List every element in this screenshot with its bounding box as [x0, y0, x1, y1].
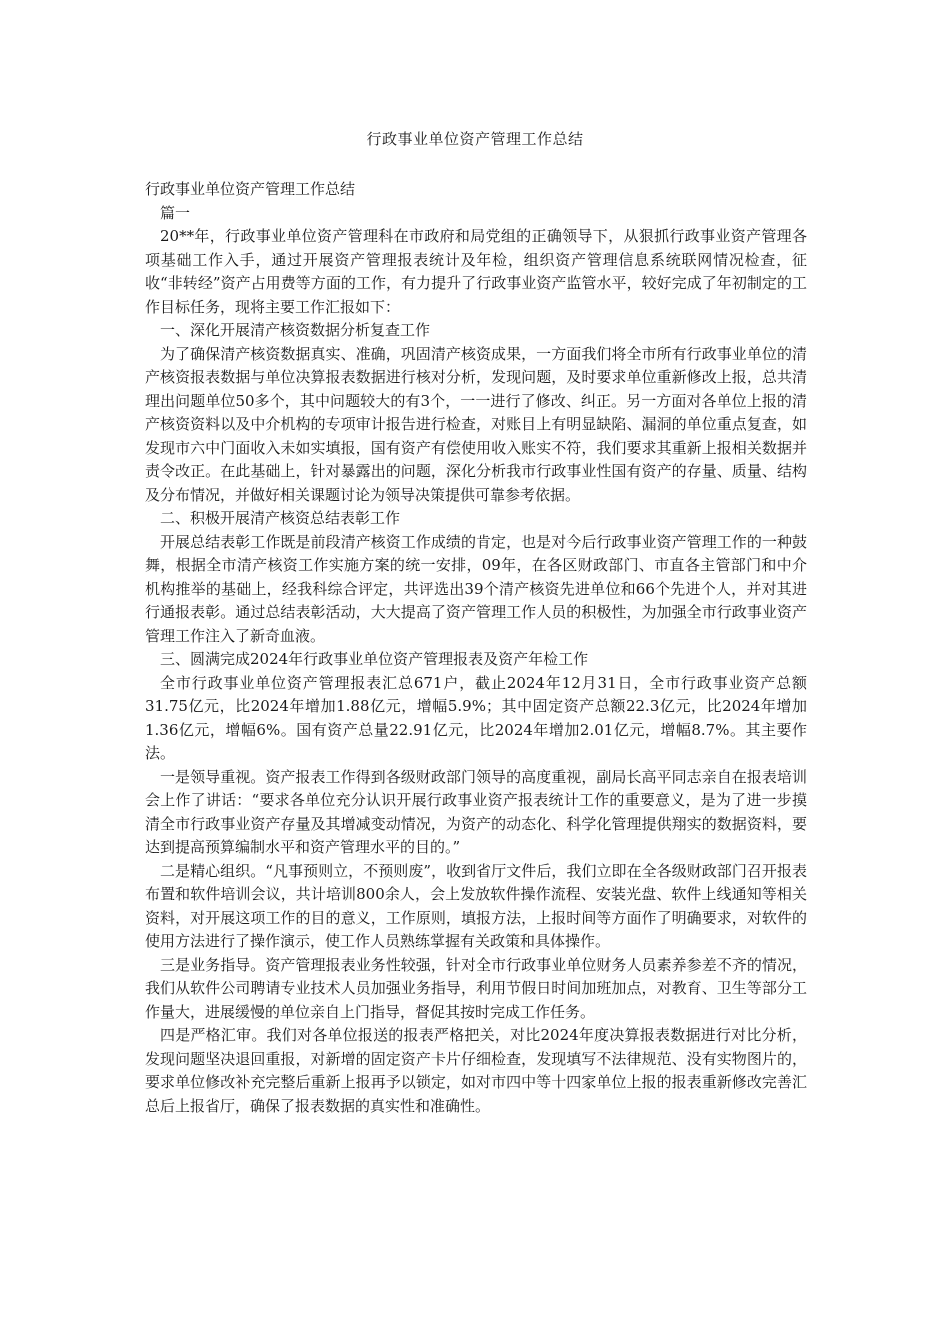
part-label: 篇一 [160, 203, 191, 222]
paragraph-intro: 20**年，行政事业单位资产管理科在市政府和局党组的正确领导下，从狠抓行政事业资产管理各项基础工作入手，通过开展资产管理报表统计及年检，组织资产管理信息系统联网情况检查，征收“非转经”资产占用费等方面的工作，有力提升了行政事业资产监管水平，较好完成了年初制定的工作目标任务，现将主要工作汇报如下： [145, 227, 807, 316]
section-heading-1: 一、深化开展清产核资数据分析复查工作 [160, 321, 431, 339]
paragraph-method-2: 二是精心组织。“凡事预则立，不预则废”，收到省厅文件后，我们立即在全各级财政部门召开报表布置和软件培训会议，共计培训800余人，会上发放软件操作流程、安装光盘、软件上线通知等相关资料，对开展这项工作的目的意义，工作原则，填报方法，上报时间等方面作了明确要求，对软件的使用方法进行了操作演示，使工作人员熟练掌握有关政策和具体操作。 [145, 861, 807, 950]
paragraph-section-3-summary: 全市行政事业单位资产管理报表汇总671户，截止2024年12月31日，全市行政事业资产总额31.75亿元，比2024年增加1.88亿元，增幅5.9%；其中固定资产总额22.3亿元，比2024年增加1.36亿元，增幅6%。国有资产总量22.91亿元，比2024年增加2.01亿元，增幅8.7%。其主要作法。 [145, 673, 807, 762]
section-heading-3: 三、圆满完成2024年行政事业单位资产管理报表及资产年检工作 [160, 650, 589, 668]
paragraph-method-1: 一是领导重视。资产报表工作得到各级财政部门领导的高度重视，副局长高平同志亲自在报表培训会上作了讲话：“要求各单位充分认识开展行政事业资产报表统计工作的重要意义，是为了进一步摸清全市行政事业资产存量及其增减变动情况，为资产的动态化、科学化管理提供翔实的数据资料，要达到提高预算编制水平和资产管理水平的目的。” [145, 767, 807, 856]
paragraph-section-1: 为了确保清产核资数据真实、准确，巩固清产核资成果，一方面我们将全市所有行政事业单位的清产核资报表数据与单位决算报表数据进行核对分析，发现问题，及时要求单位重新修改上报，总共清理出问题单位50多个，其中问题较大的有3个，一一进行了修改、纠正。另一方面对各单位上报的清产核资资料以及中介机构的专项审计报告进行检查，对账目上有明显缺陷、漏洞的单位重点复查，如发现市六中门面收入未如实填报，国有资产有偿使用收入账实不符，我们要求其重新上报相关数据并责令改正。在此基础上，针对暴露出的问题，深化分析我市行政事业性国有资产的存量、质量、结构及分布情况，并做好相关课题讨论为领导决策提供可靠参考依据。 [145, 344, 807, 504]
paragraph-method-3: 三是业务指导。资产管理报表业务性较强，针对全市行政事业单位财务人员素养参差不齐的情况，我们从软件公司聘请专业技术人员加强业务指导，利用节假日时间加班加点，对教育、卫生等部分工作量大，进展缓慢的单位亲自上门指导，督促其按时完成工作任务。 [145, 955, 807, 1021]
document-subtitle: 行政事业单位资产管理工作总结 [145, 180, 356, 198]
paragraph-method-4: 四是严格汇审。我们对各单位报送的报表严格把关，对比2024年度决算报表数据进行对比分析，发现问题坚决退回重报，对新增的固定资产卡片仔细检查，发现填写不法律规范、没有实物图片的，要求单位修改补充完整后重新上报再予以锁定，如对市四中等十四家单位上报的报表重新修改完善汇总后上报省厅，确保了报表数据的真实性和准确性。 [145, 1026, 807, 1115]
section-heading-2: 二、积极开展清产核资总结表彰工作 [160, 509, 401, 527]
document-title: 行政事业单位资产管理工作总结 [366, 130, 584, 148]
paragraph-section-2: 开展总结表彰工作既是前段清产核资工作成绩的肯定，也是对今后行政事业资产管理工作的一种鼓舞，根据全市清产核资工作实施方案的统一安排，09年，在各区财政部门、市直各主管部门和中介机构推举的基础上，经我科综合评定，共评选出39个清产核资先进单位和66个先进个人，并对其进行通报表彰。通过总结表彰活动，大大提高了资产管理工作人员的积极性，为加强全市行政事业资产管理工作注入了新奇血液。 [145, 532, 807, 645]
document-body [145, 178, 807, 1118]
